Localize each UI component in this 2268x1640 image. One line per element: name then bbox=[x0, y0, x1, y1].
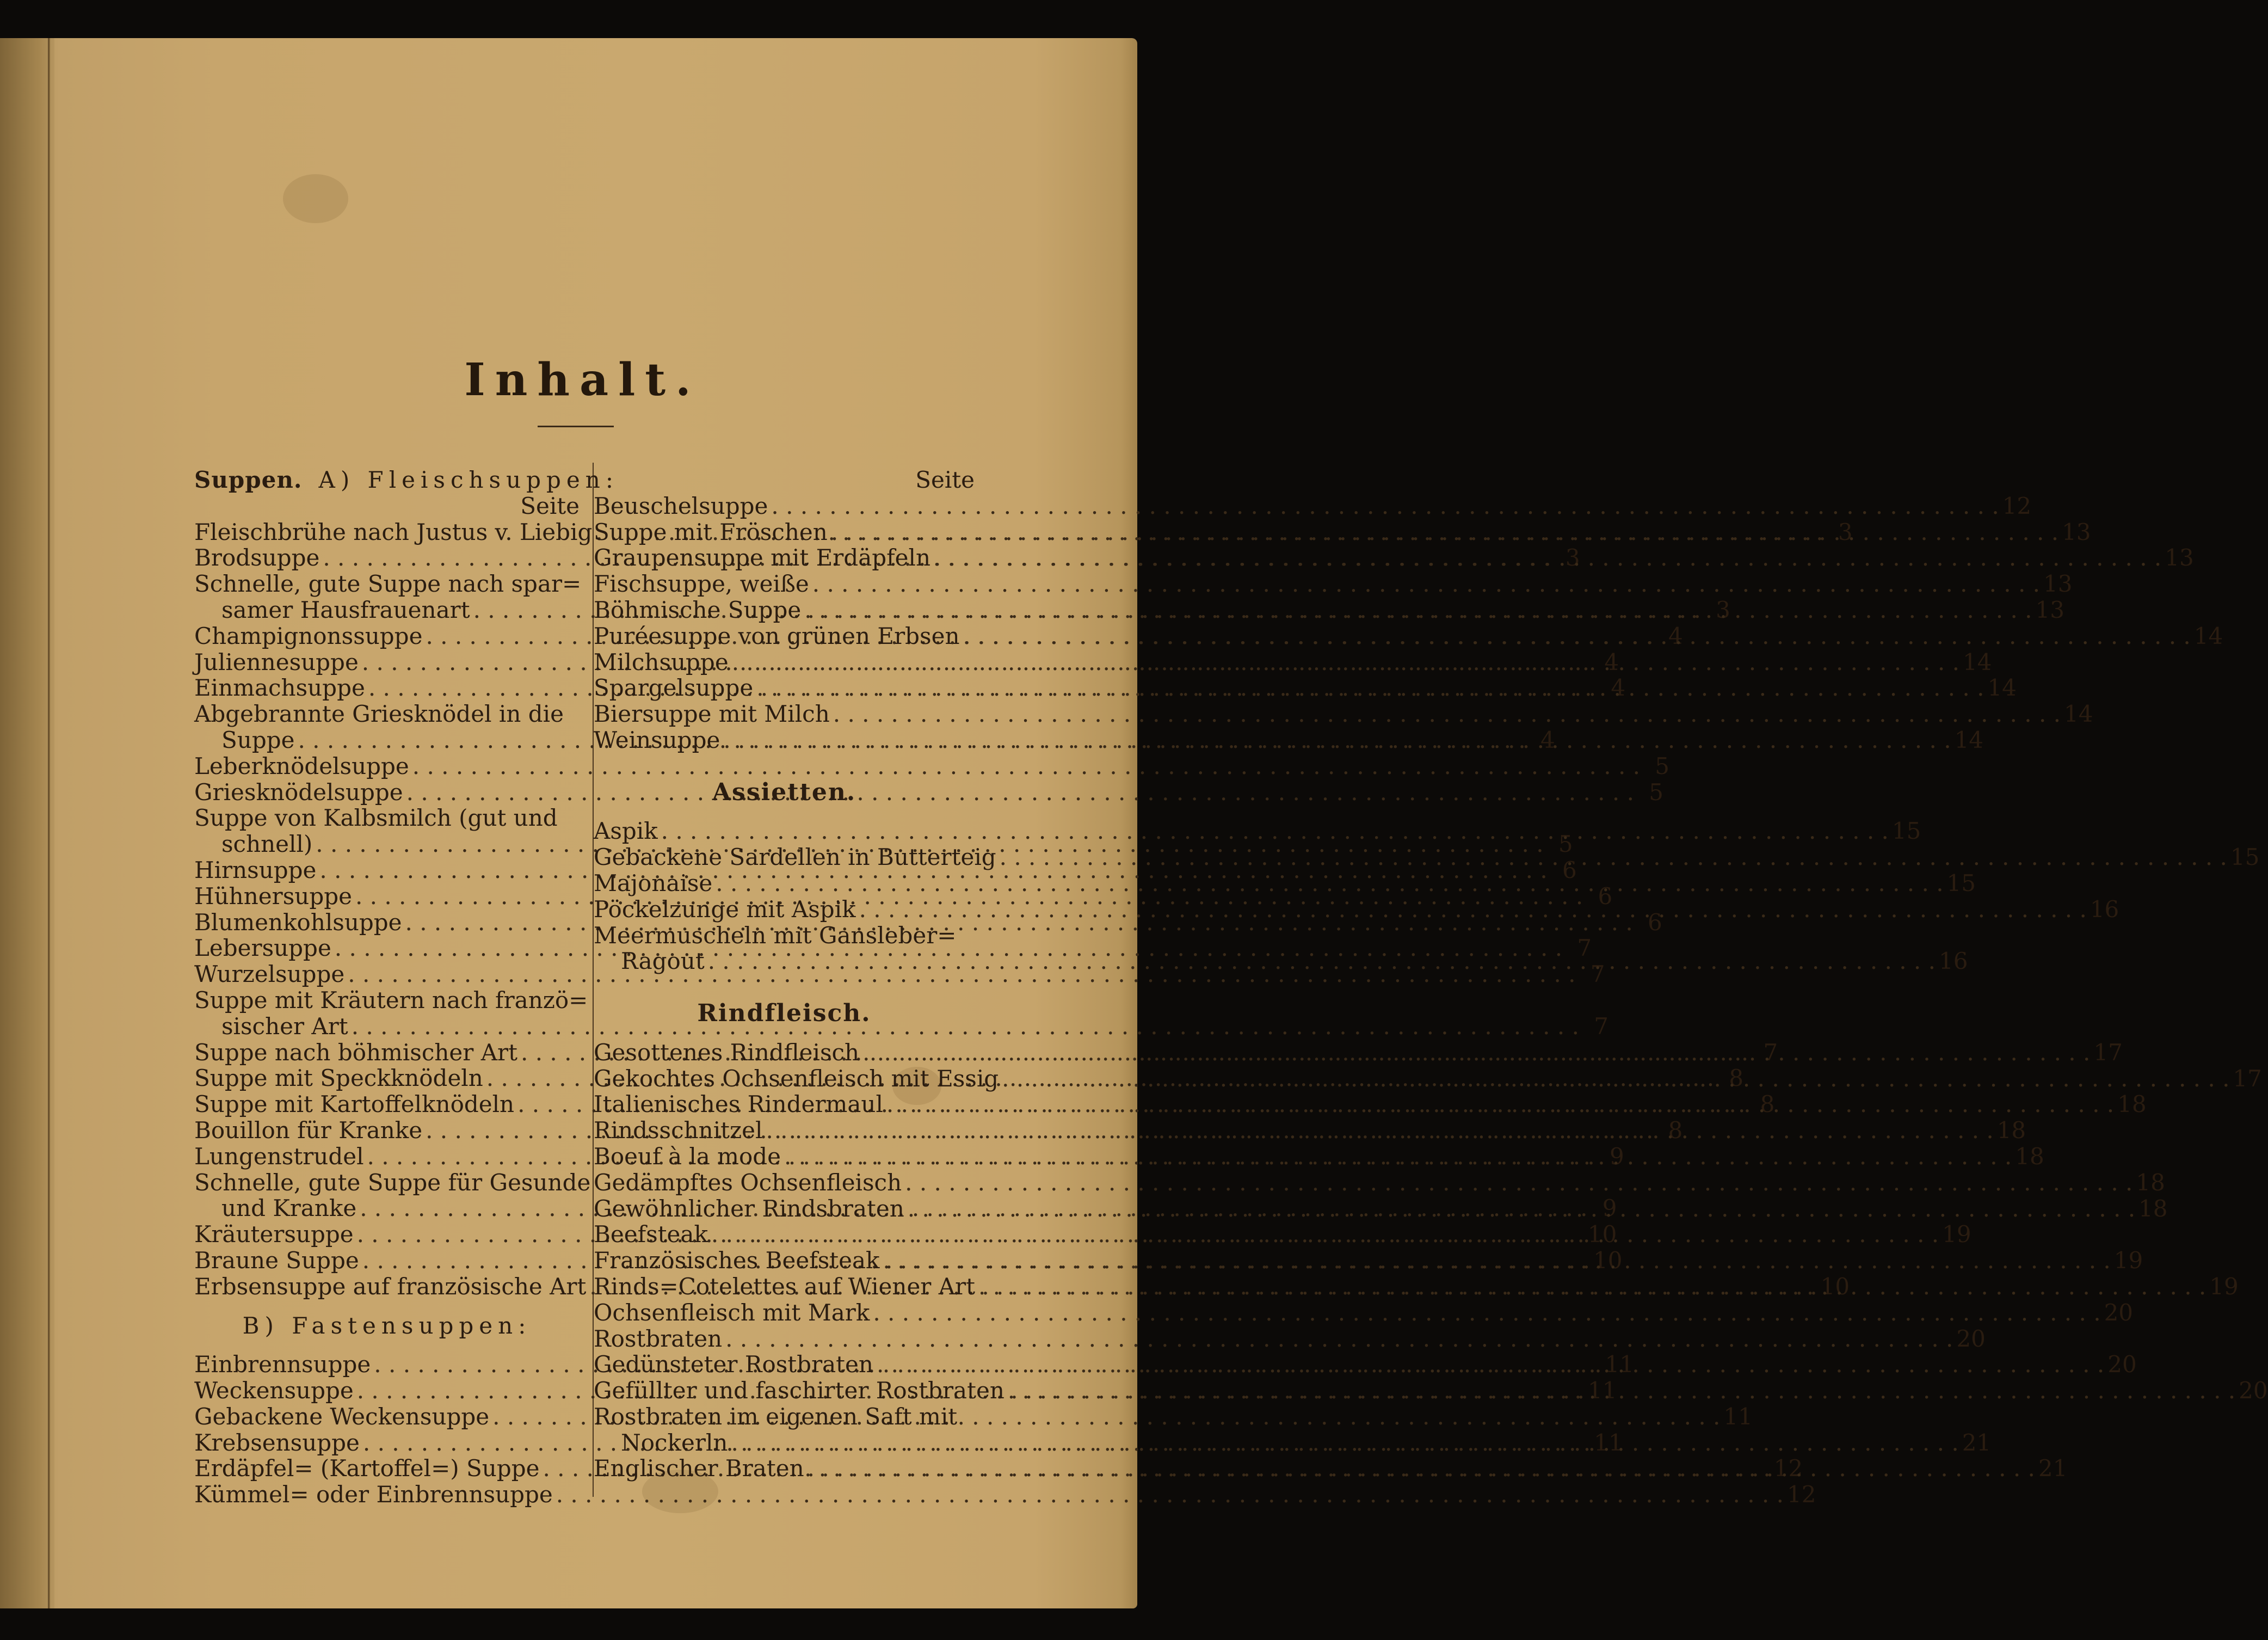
leader-dots bbox=[877, 1352, 2104, 1378]
toc-entry-title: Abgebrannte Griesknödel in die bbox=[194, 701, 564, 728]
section-title-assietten: Assietten. bbox=[712, 778, 856, 806]
toc-entry-title: Pöckelzunge mit Aspik bbox=[594, 895, 856, 923]
leader-dots bbox=[934, 545, 2161, 571]
toc-entry-title: Erdäpfel= (Kartoffel=) Suppe bbox=[194, 1455, 540, 1482]
leader-dots bbox=[873, 1300, 2100, 1326]
toc-entry-title: Rinds=Cotelettes auf Wiener Art bbox=[594, 1273, 976, 1300]
toc-entry-page: 6 bbox=[1598, 882, 1613, 910]
leader-dots bbox=[862, 1040, 2090, 1066]
book-gutter bbox=[48, 38, 50, 1608]
toc-entry-title: sischer Art bbox=[221, 1012, 348, 1040]
toc-entry-title: Graupensuppe mit Erdäpfeln bbox=[594, 544, 931, 572]
section-title-suppen: Suppen. bbox=[194, 466, 303, 493]
toc-entry-title: Englischer Braten bbox=[594, 1455, 804, 1482]
toc-entry-title: Aspik bbox=[594, 818, 658, 845]
toc-entry bbox=[594, 701, 2093, 728]
leader-dots bbox=[732, 649, 1959, 675]
toc-entry-page: 10 bbox=[1820, 1273, 1850, 1300]
toc-entry-page: 7 bbox=[1763, 1039, 1778, 1066]
toc-entry-page: 5 bbox=[1655, 752, 1670, 779]
leader-dots bbox=[756, 675, 1984, 701]
seite-label: Seite bbox=[915, 466, 975, 493]
toc-entry bbox=[594, 1299, 2134, 1326]
toc-entry-page: 9 bbox=[1602, 1195, 1617, 1222]
toc-entry-title: Lebersuppe bbox=[194, 935, 331, 962]
toc-entry-title: Suppe nach böhmischer Art bbox=[194, 1039, 517, 1066]
toc-entry-page: 19 bbox=[2209, 1273, 2239, 1300]
toc-entry-title: Hirnsuppe bbox=[194, 856, 317, 883]
leader-dots bbox=[883, 1248, 2111, 1274]
toc-entry bbox=[594, 948, 1968, 975]
title-rule bbox=[538, 426, 614, 427]
toc-entry-title: Rindsschnitzel bbox=[594, 1117, 763, 1144]
toc-entry-title: Suppe mit Fröschen bbox=[594, 518, 828, 545]
leader-dots bbox=[831, 519, 2059, 545]
toc-entry bbox=[194, 986, 588, 1014]
leader-dots bbox=[784, 1144, 2012, 1170]
leader-dots bbox=[859, 896, 2087, 923]
toc-entry-title: Brodsuppe bbox=[194, 544, 320, 572]
toc-entry-title: Böhmische Suppe bbox=[594, 596, 802, 623]
paper-stain bbox=[283, 174, 348, 223]
toc-entry-page: 8 bbox=[1729, 1065, 1744, 1092]
toc-entry bbox=[594, 674, 2017, 702]
toc-entry bbox=[594, 726, 1984, 753]
toc-entry bbox=[594, 1117, 2026, 1144]
toc-entry-page: 8 bbox=[1760, 1091, 1775, 1118]
toc-entry-title: Suppe mit Kartoffelknödeln bbox=[194, 1091, 515, 1118]
toc-entry-title: Suppe bbox=[221, 726, 295, 753]
toc-entry-page: 12 bbox=[1773, 1455, 1803, 1482]
leader-dots bbox=[711, 1221, 1939, 1248]
toc-entry bbox=[594, 1065, 2262, 1092]
toc-entry-title: Hühnersuppe bbox=[194, 882, 352, 910]
leader-dots bbox=[886, 1091, 2114, 1117]
toc-entry-page: 10 bbox=[1593, 1246, 1623, 1274]
toc-entry-title: Erbsensuppe auf französische Art bbox=[194, 1273, 587, 1300]
toc-entry bbox=[594, 1404, 975, 1430]
leader-dots bbox=[1002, 1066, 2229, 1092]
leader-dots bbox=[723, 727, 1951, 753]
facing-page-edge bbox=[0, 38, 54, 1608]
toc-entry-page: 7 bbox=[1590, 961, 1605, 988]
toc-entry bbox=[594, 622, 2223, 649]
toc-entry-title: Majonaise bbox=[594, 869, 713, 896]
section-title-rindfleisch: Rindfleisch. bbox=[697, 999, 871, 1027]
leader-dots bbox=[808, 1455, 2035, 1482]
toc-entry-page: 8 bbox=[1668, 1116, 1683, 1144]
toc-entry-title: Einmachsuppe bbox=[194, 674, 365, 702]
leader-dots bbox=[766, 1117, 1993, 1144]
page-title: Inhalt. bbox=[464, 354, 701, 406]
leader-dots bbox=[1008, 1378, 2235, 1404]
leader-dots bbox=[716, 870, 1943, 896]
toc-entry bbox=[194, 805, 580, 831]
toc-entry-page: 16 bbox=[1938, 948, 1968, 975]
toc-entry-page: 3 bbox=[1716, 596, 1730, 623]
toc-entry-page: 20 bbox=[2239, 1377, 2268, 1404]
toc-entry-page: 14 bbox=[2064, 701, 2093, 728]
toc-entry-page: 14 bbox=[1962, 648, 1992, 675]
toc-entry-title: Kümmel= oder Einbrennsuppe bbox=[194, 1481, 553, 1508]
leader-dots bbox=[406, 779, 1634, 806]
toc-entry-title: Leberknödelsuppe bbox=[194, 752, 409, 779]
toc-entry-title: Einbrennsuppe bbox=[194, 1351, 371, 1378]
toc-entry bbox=[594, 492, 2032, 519]
toc-entry-title: Suppe mit Kräutern nach franzö= bbox=[194, 986, 588, 1014]
toc-entry-title: Suppe von Kalbsmilch (gut und bbox=[194, 804, 558, 832]
toc-entry-title: Spargelsuppe bbox=[594, 674, 754, 702]
toc-entry-title: Ragout bbox=[621, 948, 705, 975]
toc-entry-title: Bouillon für Kranke bbox=[194, 1116, 423, 1144]
toc-entry-title: Italienisches Rindermaul bbox=[594, 1091, 883, 1118]
toc-entry-title: Gewöhnlicher Rindsbraten bbox=[594, 1195, 904, 1222]
toc-entry-page: 21 bbox=[2038, 1455, 2068, 1482]
leader-dots bbox=[978, 1274, 2206, 1300]
toc-entry-title: Weinsuppe bbox=[594, 726, 720, 753]
seite-label: Seite bbox=[520, 492, 580, 519]
toc-entry bbox=[594, 1039, 2123, 1066]
toc-entry-page: 15 bbox=[1891, 818, 1921, 845]
toc-entry-title: Gedämpftes Ochsenfleisch bbox=[594, 1169, 902, 1196]
suppen-heading bbox=[194, 466, 619, 493]
toc-entry-page: 16 bbox=[2090, 895, 2119, 923]
toc-entry-page: 15 bbox=[1946, 869, 1976, 896]
toc-entry-page: 11 bbox=[1594, 1429, 1623, 1456]
toc-entry-title: Französisches Beefsteak bbox=[594, 1247, 880, 1274]
toc-entry-title: Beuschelsuppe bbox=[594, 492, 768, 519]
toc-entry bbox=[594, 923, 975, 949]
toc-entry bbox=[594, 1091, 2147, 1118]
toc-entry bbox=[194, 1169, 591, 1196]
toc-entry-title: Schnelle, gute Suppe für Gesunde bbox=[194, 1169, 591, 1196]
toc-entry-page: 13 bbox=[2062, 518, 2091, 545]
toc-entry-title: Braune Suppe bbox=[194, 1246, 359, 1274]
toc-entry-page: 21 bbox=[1962, 1429, 1992, 1456]
toc-entry-page: 6 bbox=[1648, 908, 1662, 936]
toc-entry-title: Boeuf à la mode bbox=[594, 1143, 781, 1170]
leader-dots bbox=[771, 493, 1999, 519]
toc-entry-page: 13 bbox=[2165, 544, 2194, 572]
toc-entry-title: Blumenkohlsuppe bbox=[194, 908, 402, 936]
leader-dots bbox=[731, 1430, 1958, 1456]
toc-entry-title: Puréesuppe von grünen Erbsen bbox=[594, 622, 960, 649]
toc-entry-title: Gefüllter und faschirter Rostbraten bbox=[594, 1377, 1004, 1404]
leader-dots bbox=[556, 1482, 1784, 1508]
toc-entry-page: 3 bbox=[1565, 544, 1580, 572]
toc-entry bbox=[594, 518, 2091, 545]
toc-list-assietten bbox=[594, 818, 2260, 975]
leader-dots bbox=[908, 1196, 2135, 1222]
toc-entry-page: 15 bbox=[2230, 844, 2260, 871]
toc-entry-page: 4 bbox=[1668, 622, 1683, 649]
toc-entry-title: Wurzelsuppe bbox=[194, 961, 345, 988]
leader-dots bbox=[708, 948, 1936, 974]
toc-entry bbox=[594, 1195, 2168, 1222]
toc-entry bbox=[194, 752, 1670, 779]
toc-entry-page: 7 bbox=[1594, 1012, 1608, 1040]
toc-entry-page: 14 bbox=[1987, 674, 2017, 702]
toc-entry-title: Biersuppe mit Milch bbox=[594, 701, 830, 728]
toc-entry-title: schnell) bbox=[221, 831, 313, 858]
toc-entry-page: 5 bbox=[1558, 831, 1573, 858]
toc-entry-page: 12 bbox=[2002, 492, 2032, 519]
toc-entry-page: 12 bbox=[1786, 1481, 1816, 1508]
toc-entry-page: 13 bbox=[2043, 570, 2073, 598]
toc-entry-title: Meermuscheln mit Gansleber= bbox=[594, 922, 957, 949]
toc-entry-page: 20 bbox=[1956, 1325, 1986, 1352]
toc-entry-title: Gesottenes Rindfleisch bbox=[594, 1039, 860, 1066]
toc-list-suppen-cont bbox=[594, 492, 2223, 753]
toc-entry-page: 20 bbox=[2107, 1351, 2137, 1378]
toc-entry bbox=[594, 895, 2119, 923]
toc-entry-title: Weckensuppe bbox=[194, 1377, 354, 1404]
toc-entry bbox=[594, 570, 2073, 598]
toc-entry-title: Suppe mit Speckknödeln bbox=[194, 1065, 483, 1092]
toc-entry bbox=[594, 544, 2194, 572]
toc-entry-page: 14 bbox=[1954, 726, 1984, 753]
toc-entry-page: 4 bbox=[1611, 674, 1626, 702]
toc-entry-page: 11 bbox=[1587, 1377, 1617, 1404]
toc-entry bbox=[594, 844, 2260, 871]
toc-entry-title: Fleischbrühe nach Justus v. Liebig bbox=[194, 518, 593, 545]
leader-dots bbox=[725, 1326, 1953, 1352]
toc-entry bbox=[594, 596, 2064, 623]
toc-entry-page: 18 bbox=[2136, 1169, 2165, 1196]
toc-entry-title: Gebackene Sardellen in Butterteig bbox=[594, 844, 996, 871]
leader-dots bbox=[804, 597, 2032, 623]
toc-entry-page: 7 bbox=[1577, 935, 1592, 962]
toc-entry-title: Fischsuppe, weiße bbox=[594, 570, 809, 598]
toc-entry-title: Ochsenfleisch mit Mark bbox=[594, 1299, 870, 1326]
subheading-fleischsuppen: A) Fleischsuppen: bbox=[318, 466, 619, 493]
toc-entry bbox=[594, 869, 1976, 896]
toc-entry bbox=[194, 1481, 1816, 1508]
toc-entry-title: Rostbraten im eigenen Saft mit bbox=[594, 1403, 958, 1430]
toc-entry-title: Krebsensuppe bbox=[194, 1429, 360, 1456]
leader-dots bbox=[1000, 844, 2227, 870]
leader-dots bbox=[661, 818, 1889, 844]
toc-entry-page: 4 bbox=[1604, 648, 1619, 675]
toc-entry-title: Griesknödelsuppe bbox=[194, 778, 403, 806]
toc-entry-page: 14 bbox=[2193, 622, 2223, 649]
toc-entry-page: 10 bbox=[1587, 1221, 1617, 1248]
toc-entry-title: Rostbraten bbox=[594, 1325, 723, 1352]
subheading-fastensuppen: B) Fastensuppen: bbox=[242, 1312, 532, 1339]
toc-entry-title: Gebackene Weckensuppe bbox=[194, 1403, 490, 1430]
toc-entry-title: Gekochtes Ochsenfleisch mit Essig bbox=[594, 1065, 999, 1092]
toc-entry-page: 18 bbox=[2138, 1195, 2168, 1222]
leader-dots bbox=[812, 571, 2040, 597]
leader-dots bbox=[905, 1170, 2133, 1196]
toc-entry-page: 6 bbox=[1562, 856, 1577, 883]
toc-entry-title: Beefsteak bbox=[594, 1221, 708, 1248]
toc-entry-title: Schnelle, gute Suppe nach spar= bbox=[194, 570, 582, 598]
toc-entry-title: samer Hausfrauenart bbox=[221, 596, 470, 623]
toc-entry-page: 17 bbox=[2233, 1065, 2262, 1092]
toc-entry-title: Juliennesuppe bbox=[194, 648, 359, 675]
toc-entry-page: 18 bbox=[2015, 1143, 2044, 1170]
toc-entry bbox=[594, 1325, 1986, 1352]
toc-entry-title: Gedünsteter Rostbraten bbox=[594, 1351, 873, 1378]
toc-entry-page: 11 bbox=[1605, 1351, 1634, 1378]
toc-entry-page: 9 bbox=[1610, 1143, 1624, 1170]
toc-entry bbox=[594, 648, 1992, 675]
toc-entry-page: 20 bbox=[2104, 1299, 2134, 1326]
toc-entry-page: 17 bbox=[2093, 1039, 2123, 1066]
toc-entry-page: 13 bbox=[2035, 596, 2064, 623]
leader-dots bbox=[833, 701, 2061, 727]
leader-dots bbox=[963, 623, 2191, 649]
toc-entry bbox=[594, 1143, 2044, 1170]
toc-entry bbox=[194, 701, 580, 727]
toc-entry-page: 19 bbox=[1942, 1221, 1971, 1248]
toc-entry-title: Champignonssuppe bbox=[194, 622, 423, 649]
toc-entry bbox=[194, 571, 580, 597]
toc-entry-page: 19 bbox=[2113, 1247, 2143, 1274]
toc-entry-title: Lungenstrudel bbox=[194, 1143, 364, 1170]
toc-entry-title: und Kranke bbox=[221, 1195, 357, 1222]
toc-entry-title: Nockerln bbox=[621, 1429, 728, 1456]
toc-entry bbox=[594, 1169, 2165, 1196]
toc-entry-title: Milchsuppe bbox=[594, 648, 729, 675]
toc-entry-page: 4 bbox=[1540, 726, 1555, 753]
toc-entry-page: 11 bbox=[1723, 1403, 1753, 1430]
toc-entry-page: 18 bbox=[2117, 1091, 2147, 1118]
toc-entry-page: 3 bbox=[1838, 518, 1853, 545]
toc-entry bbox=[594, 818, 1921, 845]
toc-entry-page: 18 bbox=[1996, 1117, 2026, 1144]
toc-entry-page: 5 bbox=[1649, 778, 1663, 806]
toc-entry-title: Kräutersuppe bbox=[194, 1221, 354, 1248]
